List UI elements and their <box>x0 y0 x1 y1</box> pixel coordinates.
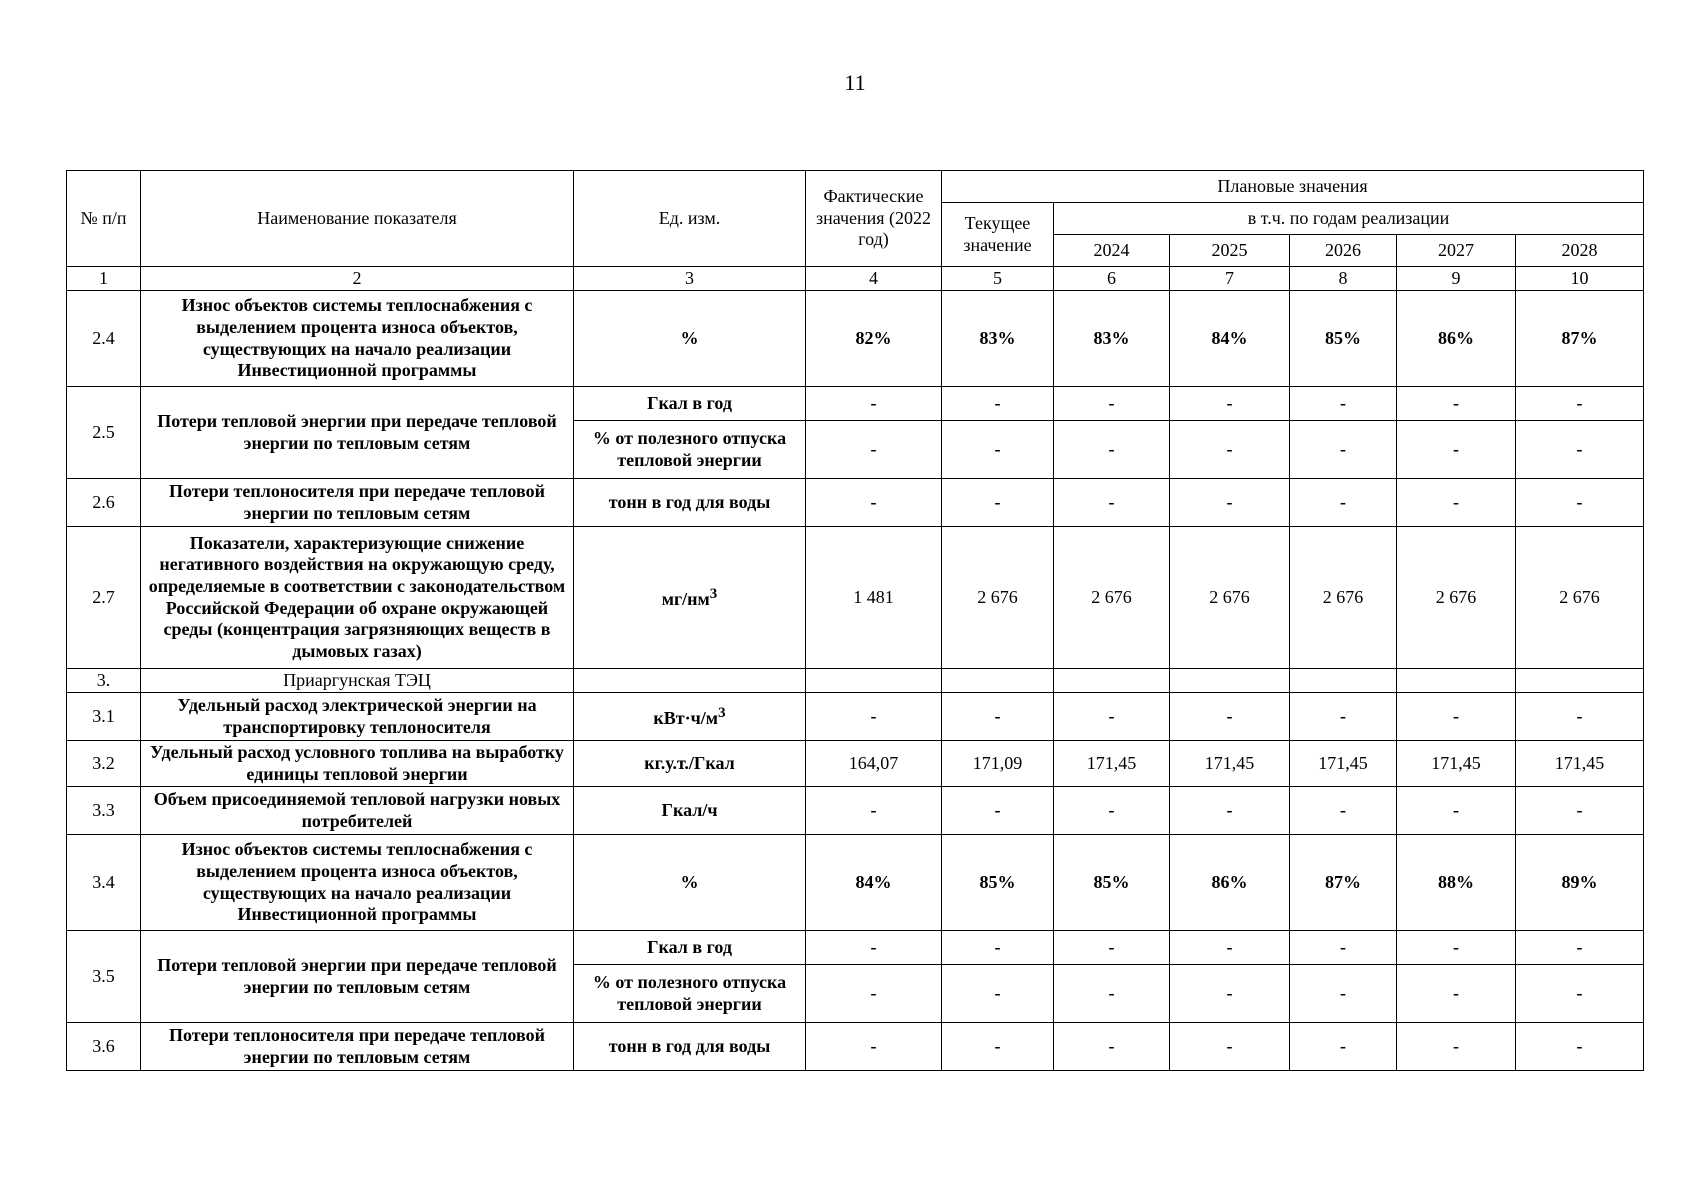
value-cell: - <box>942 1023 1054 1071</box>
column-number: 3 <box>574 267 806 291</box>
value-cell: - <box>942 965 1054 1023</box>
value-cell: - <box>1397 1023 1516 1071</box>
row-name: Износ объектов системы теплоснабжения с выделением процента износа объектов, существующих на начало реализации Инвестиционной программы <box>141 291 574 387</box>
value-cell: 87% <box>1290 835 1397 931</box>
row-number: 2.7 <box>67 527 141 669</box>
value-cell: 85% <box>1054 835 1170 931</box>
indicators-table <box>66 170 1644 1071</box>
value-cell: - <box>1054 787 1170 835</box>
value-cell: 171,45 <box>1397 741 1516 787</box>
value-cell: - <box>1170 387 1290 421</box>
row-name: Потери теплоносителя при передаче тепловой энергии по тепловым сетям <box>141 1023 574 1071</box>
row-unit: кг.у.т./Гкал <box>574 741 806 787</box>
header-current: Текущее значение <box>942 203 1054 267</box>
column-number: 9 <box>1397 267 1516 291</box>
value-cell: 2 676 <box>1516 527 1644 669</box>
value-cell: - <box>1516 479 1644 527</box>
value-cell: 2 676 <box>1290 527 1397 669</box>
value-cell: - <box>1170 693 1290 741</box>
value-cell: - <box>1516 421 1644 479</box>
column-number: 1 <box>67 267 141 291</box>
value-cell: 2 676 <box>942 527 1054 669</box>
header-name: Наименование показателя <box>141 171 574 267</box>
value-cell: 2 676 <box>1397 527 1516 669</box>
table-row <box>67 835 1644 931</box>
value-cell: 84% <box>806 835 942 931</box>
value-cell: 86% <box>1397 291 1516 387</box>
row-name: Потери тепловой энергии при передаче тепловой энергии по тепловым сетям <box>141 387 574 479</box>
value-cell: - <box>1290 387 1397 421</box>
value-cell: 2 676 <box>1054 527 1170 669</box>
empty-cell <box>942 669 1054 693</box>
value-cell: - <box>1516 1023 1644 1071</box>
empty-cell <box>806 669 942 693</box>
value-cell: - <box>942 387 1054 421</box>
value-cell: - <box>1290 787 1397 835</box>
value-cell: - <box>1397 965 1516 1023</box>
value-cell: - <box>1054 693 1170 741</box>
value-cell: - <box>942 479 1054 527</box>
value-cell: - <box>1054 479 1170 527</box>
column-number: 10 <box>1516 267 1644 291</box>
header-planned: Плановые значения <box>942 171 1644 203</box>
row-number: 3. <box>67 669 141 693</box>
value-cell: 171,09 <box>942 741 1054 787</box>
value-cell: 86% <box>1170 835 1290 931</box>
column-number: 4 <box>806 267 942 291</box>
row-unit: тонн в год для воды <box>574 479 806 527</box>
row-name: Потери теплоносителя при передаче тепловой энергии по тепловым сетям <box>141 479 574 527</box>
value-cell: - <box>1397 931 1516 965</box>
column-numbers-row <box>67 267 1644 291</box>
value-cell: - <box>1170 479 1290 527</box>
header-unit: Ед. изм. <box>574 171 806 267</box>
section-row <box>67 669 1644 693</box>
value-cell: - <box>806 387 942 421</box>
table-row <box>67 693 1644 741</box>
row-unit: % от полезного отпуска тепловой энергии <box>574 421 806 479</box>
empty-cell <box>1054 669 1170 693</box>
value-cell: - <box>806 421 942 479</box>
table-row <box>67 291 1644 387</box>
empty-cell <box>1516 669 1644 693</box>
value-cell: 171,45 <box>1170 741 1290 787</box>
row-name: Потери тепловой энергии при передаче тепловой энергии по тепловым сетям <box>141 931 574 1023</box>
value-cell: - <box>806 693 942 741</box>
header-year: 2026 <box>1290 235 1397 267</box>
row-unit: Гкал в год <box>574 387 806 421</box>
value-cell: 84% <box>1170 291 1290 387</box>
value-cell: - <box>1516 931 1644 965</box>
row-number: 3.5 <box>67 931 141 1023</box>
value-cell: - <box>942 787 1054 835</box>
value-cell: - <box>1397 387 1516 421</box>
value-cell: 1 481 <box>806 527 942 669</box>
value-cell: - <box>1054 387 1170 421</box>
header-year: 2025 <box>1170 235 1290 267</box>
value-cell: - <box>942 421 1054 479</box>
unit-superscript: 3 <box>718 704 726 721</box>
row-number: 2.6 <box>67 479 141 527</box>
value-cell: 88% <box>1397 835 1516 931</box>
header-by-years: в т.ч. по годам реализации <box>1054 203 1644 235</box>
header-year: 2024 <box>1054 235 1170 267</box>
column-number: 8 <box>1290 267 1397 291</box>
value-cell: 2 676 <box>1170 527 1290 669</box>
value-cell: 164,07 <box>806 741 942 787</box>
empty-cell <box>1170 669 1290 693</box>
table-row <box>67 527 1644 669</box>
column-number: 2 <box>141 267 574 291</box>
row-number: 2.5 <box>67 387 141 479</box>
page-number: 11 <box>844 70 866 95</box>
table-row <box>67 387 1644 421</box>
unit-text: кВт·ч/м <box>653 707 719 728</box>
value-cell: - <box>1290 931 1397 965</box>
value-cell: - <box>1290 421 1397 479</box>
column-number: 6 <box>1054 267 1170 291</box>
value-cell: - <box>1170 931 1290 965</box>
value-cell: 171,45 <box>1516 741 1644 787</box>
unit-superscript: 3 <box>709 585 718 602</box>
value-cell: 83% <box>942 291 1054 387</box>
row-number: 3.3 <box>67 787 141 835</box>
value-cell: - <box>1170 1023 1290 1071</box>
value-cell: 87% <box>1516 291 1644 387</box>
empty-cell <box>1290 669 1397 693</box>
value-cell: - <box>1516 387 1644 421</box>
row-unit <box>574 693 806 741</box>
value-cell: 89% <box>1516 835 1644 931</box>
value-cell: 85% <box>1290 291 1397 387</box>
value-cell: - <box>1516 693 1644 741</box>
row-unit: Гкал/ч <box>574 787 806 835</box>
row-number: 3.4 <box>67 835 141 931</box>
value-cell: - <box>1290 479 1397 527</box>
empty-cell <box>1397 669 1516 693</box>
value-cell: - <box>1170 965 1290 1023</box>
value-cell: - <box>806 787 942 835</box>
row-number: 3.1 <box>67 693 141 741</box>
table-row <box>67 741 1644 787</box>
row-name: Удельный расход условного топлива на выработку единицы тепловой энергии <box>141 741 574 787</box>
row-unit: % <box>574 835 806 931</box>
section-title: Приаргунская ТЭЦ <box>141 669 574 693</box>
value-cell: - <box>1054 1023 1170 1071</box>
value-cell: - <box>1170 787 1290 835</box>
row-unit: Гкал в год <box>574 931 806 965</box>
value-cell: - <box>1516 787 1644 835</box>
value-cell: - <box>1397 787 1516 835</box>
table-row <box>67 931 1644 965</box>
row-unit <box>574 527 806 669</box>
value-cell: - <box>806 479 942 527</box>
value-cell: - <box>1397 421 1516 479</box>
header-num: № п/п <box>67 171 141 267</box>
empty-cell <box>574 669 806 693</box>
value-cell: - <box>1054 421 1170 479</box>
value-cell: 85% <box>942 835 1054 931</box>
value-cell: 83% <box>1054 291 1170 387</box>
value-cell: - <box>1516 965 1644 1023</box>
value-cell: - <box>942 693 1054 741</box>
row-unit: тонн в год для воды <box>574 1023 806 1071</box>
row-name: Удельный расход электрической энергии на транспортировку теплоносителя <box>141 693 574 741</box>
row-number: 2.4 <box>67 291 141 387</box>
value-cell: 171,45 <box>1290 741 1397 787</box>
row-number: 3.6 <box>67 1023 141 1071</box>
value-cell: - <box>1290 1023 1397 1071</box>
row-name: Износ объектов системы теплоснабжения с выделением процента износа объектов, существующих на начало реализации Инвестиционной программы <box>141 835 574 931</box>
row-unit: % <box>574 291 806 387</box>
table-row <box>67 479 1644 527</box>
column-number: 5 <box>942 267 1054 291</box>
value-cell: - <box>1054 965 1170 1023</box>
row-unit: % от полезного отпуска тепловой энергии <box>574 965 806 1023</box>
row-name: Объем присоединяемой тепловой нагрузки новых потребителей <box>141 787 574 835</box>
value-cell: - <box>1290 693 1397 741</box>
value-cell: - <box>1290 965 1397 1023</box>
value-cell: - <box>1397 693 1516 741</box>
value-cell: 171,45 <box>1054 741 1170 787</box>
value-cell: - <box>806 931 942 965</box>
row-name: Показатели, характеризующие снижение негативного воздействия на окружающую среду, определяемые в соответствии с законодательством Российской Федерации об охране окружающей среды (концентрация загрязняющих веществ в дымовых газах) <box>141 527 574 669</box>
value-cell: - <box>806 965 942 1023</box>
value-cell: - <box>1397 479 1516 527</box>
value-cell: - <box>942 931 1054 965</box>
row-number: 3.2 <box>67 741 141 787</box>
value-cell: 82% <box>806 291 942 387</box>
value-cell: - <box>1054 931 1170 965</box>
table-row <box>67 787 1644 835</box>
table-row <box>67 1023 1644 1071</box>
header-actual: Фактические значения (2022 год) <box>806 171 942 267</box>
value-cell: - <box>806 1023 942 1071</box>
column-number: 7 <box>1170 267 1290 291</box>
unit-text: мг/нм <box>661 588 710 609</box>
header-year: 2027 <box>1397 235 1516 267</box>
header-year: 2028 <box>1516 235 1644 267</box>
value-cell: - <box>1170 421 1290 479</box>
